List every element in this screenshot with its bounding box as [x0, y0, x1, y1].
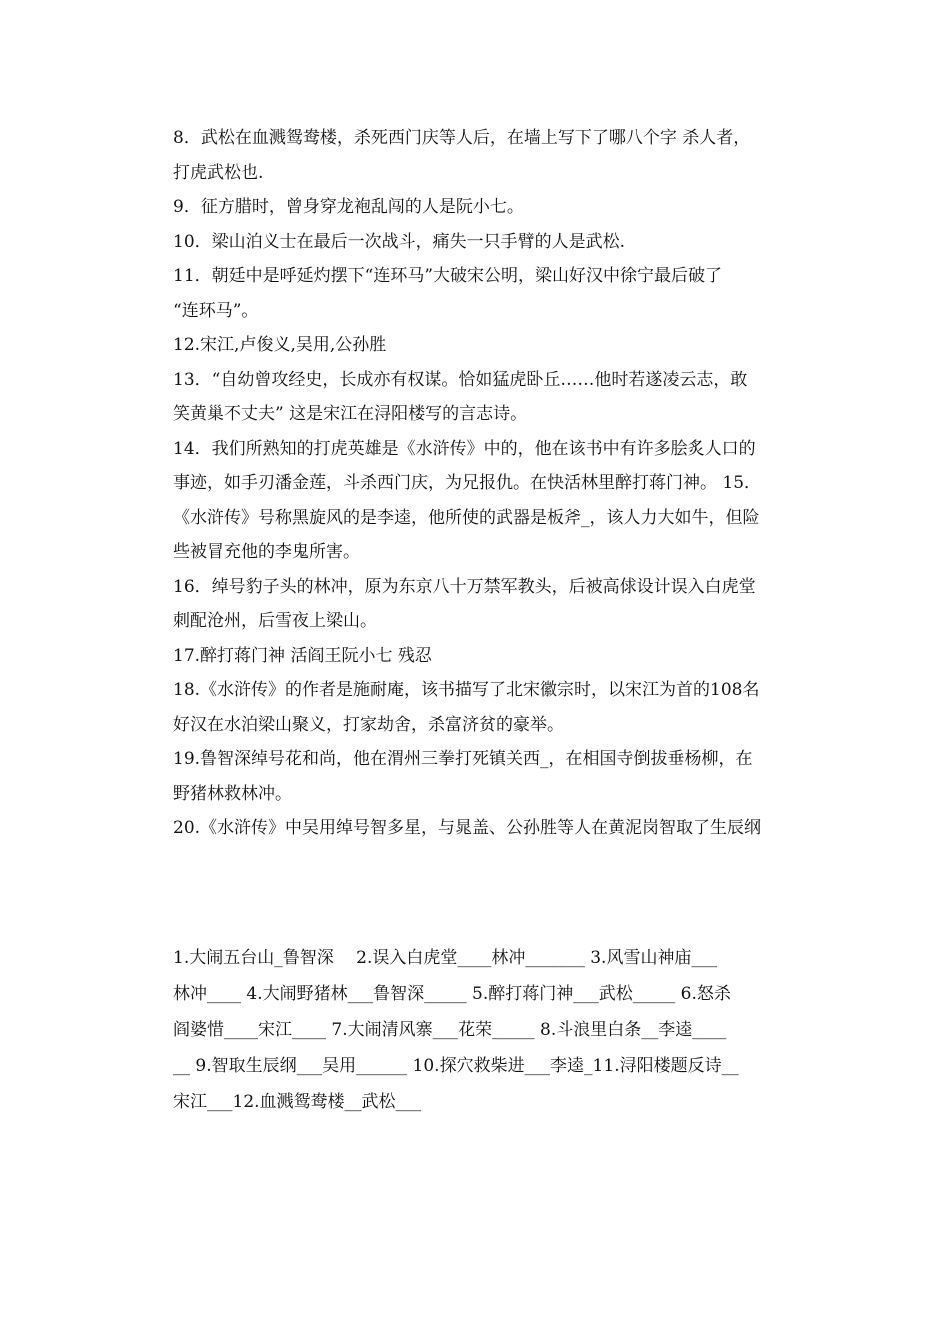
- text-line: 宋江___12.血溅鸳鸯楼__武松___: [173, 1092, 422, 1112]
- text-line: 11．朝廷中是呼延灼摆下“连环马”大破宋公明，梁山好汉中徐宁最后破了: [173, 266, 723, 286]
- text-line: 打虎武松也.: [173, 162, 264, 183]
- text-line: 野猪林救林冲。: [173, 783, 292, 804]
- text-line: 些被冒充他的李鬼所害。: [173, 542, 360, 562]
- text-line: 好汉在水泊梁山聚义，打家劫舍，杀富济贫的豪举。: [173, 714, 564, 735]
- text-line: 阎婆惜____宋江____ 7.大闹清风寨___花荣_____ 8.斗浪里白条__李逵____: [173, 1020, 727, 1040]
- text-line: 13．“自幼曾攻经史，长成亦有权谋。恰如猛虎卧丘……他时若遂凌云志，敢: [173, 369, 748, 390]
- text-line: 9．征方腊时，曾身穿龙袍乱闯的人是阮小七。: [173, 197, 524, 217]
- text-line: 林冲____ 4.大闹野猪林___鲁智深_____ 5.醉打蒋门神___武松_____ 6.怒杀: [173, 984, 731, 1004]
- text-line: 8．武松在血溅鸳鸯楼，杀死西门庆等人后，在墙上写下了哪八个字 杀人者，: [173, 128, 751, 148]
- text-line: 《水浒传》号称黑旋风的是李逵，他所使的武器是板斧_，该人力大如牛，但险: [173, 507, 760, 528]
- text-line: 16．绰号豹子头的林冲，原为东京八十万禁军教头，后被高俅设计误入白虎堂: [173, 576, 756, 597]
- text-line: 10．梁山泊义士在最后一次战斗，痛失一只手臂的人是武松.: [173, 231, 626, 252]
- text-line: 20.《水浒传》中吴用绰号智多星，与晁盖、公孙胜等人在黄泥岗智取了生辰纲: [173, 818, 762, 838]
- matching-list: [173, 940, 813, 1120]
- text-line: 12.宋江,卢俊义,吴用,公孙胜: [173, 335, 387, 355]
- text-line: 笑黄巢不丈夫” 这是宋江在浔阳楼写的言志诗。: [173, 404, 528, 424]
- text-line: 事迹，如手刃潘金莲，斗杀西门庆，为兄报仇。在快活林里醉打蒋门神。 15．: [173, 473, 762, 493]
- text-line: “连环马”。: [173, 300, 259, 321]
- text-line: 14．我们所熟知的打虎英雄是《水浒传》中的，他在该书中有许多脍炙人口的: [173, 438, 756, 459]
- text-line: 1.大闹五台山_鲁智深 2.误入白虎堂____林冲_______ 3.风雪山神庙___: [173, 948, 717, 968]
- answer-list: [173, 121, 813, 846]
- text-line: 刺配沧州，后雪夜上梁山。: [173, 611, 377, 631]
- text-line: 19.鲁智深绰号花和尚，他在渭州三拳打死镇关西_，在相国寺倒拔垂杨柳，在: [173, 749, 753, 769]
- text-line: 18.《水浒传》的作者是施耐庵，该书描写了北宋徽宗时，以宋江为首的108名: [173, 680, 760, 700]
- text-line: __ 9.智取生辰纲___吴用______ 10.探穴救柴进___李逵_11.浔阳楼题反诗__: [173, 1056, 739, 1076]
- text-line: 17.醉打蒋门神 活阎王阮小七 残忍: [173, 645, 432, 666]
